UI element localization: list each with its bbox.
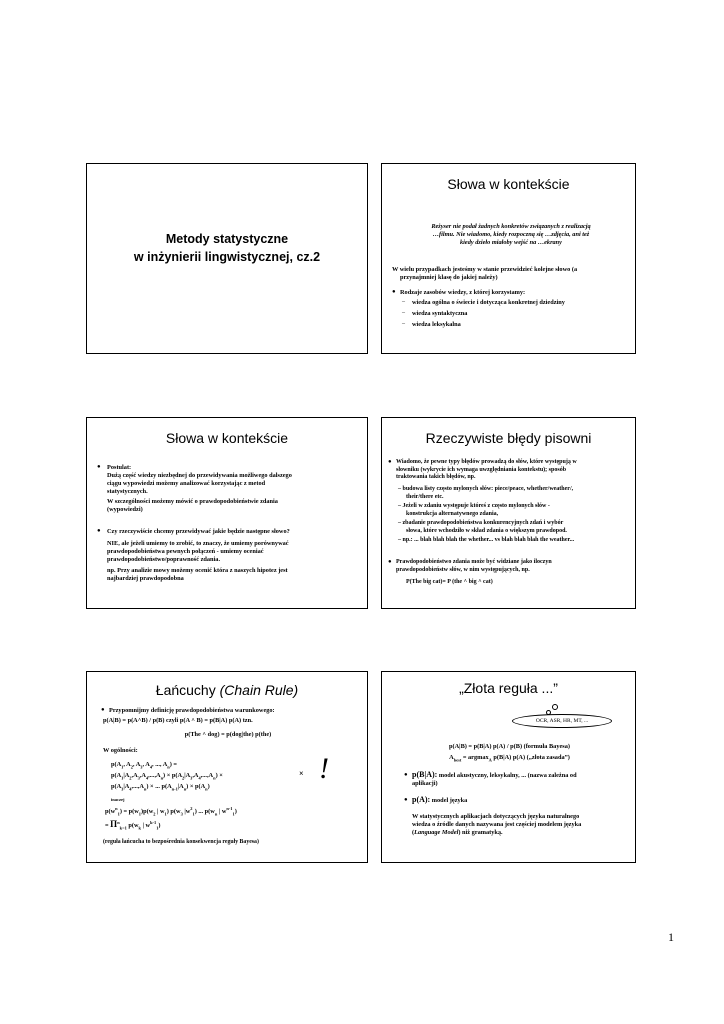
bullet-icon: ● bbox=[404, 797, 408, 803]
cloud-tail-icon bbox=[552, 704, 558, 710]
list-item: – np.: ... blah blah blah the whether... vs blah blah blah the weather... bbox=[398, 536, 575, 543]
title-line-1: Metody statystyczne bbox=[165, 232, 289, 246]
bayes-formula: p(A|B) = p(B|A) p(A) / p(B) (formuła Bayesa) bbox=[449, 743, 570, 750]
bullet-icon: ● bbox=[404, 772, 408, 778]
text-line: Wiadomo, że pewne typy błędów prowadzą do słów, które występują w bbox=[396, 459, 577, 465]
slide-1-title bbox=[87, 230, 367, 266]
bullet-icon: ● bbox=[392, 289, 396, 295]
bullet-block bbox=[396, 559, 634, 587]
title-italic: (Chain Rule) bbox=[219, 682, 299, 698]
formula-line: p(A|B) = p(A^B) / p(B) czyli p(A ^ B) = p(B|A) p(A) tzn. bbox=[103, 717, 253, 724]
slide-2 bbox=[381, 163, 636, 354]
text-line: Czy rzeczywiście chcemy przewidywać jakie będzie następne słowo? bbox=[107, 528, 290, 535]
text-line: their/there etc. bbox=[406, 493, 444, 500]
slide-2-title: Słowa w kontekście bbox=[447, 176, 570, 192]
dash-icon: – bbox=[402, 299, 405, 305]
text-line: aplikacji) bbox=[412, 780, 438, 787]
text-line: statystycznych. bbox=[107, 488, 148, 495]
title-line-2: w inżynierii lingwistycznej, cz.2 bbox=[133, 250, 321, 264]
formula-line: $p(A_1$, $A_2$, $A_3$, $A_4$, ..., $A_n$) = bbox=[111, 761, 177, 770]
paragraph bbox=[412, 813, 634, 837]
text-line: najbardziej prawdopodobna bbox=[107, 575, 184, 582]
text-line: Prawdopodobieństwo zdania może być widziane jako iloczyn bbox=[396, 559, 552, 565]
bullet-text: Przypomnijmy definicję prawdopodobieństwa warunkowego: bbox=[109, 707, 275, 714]
slide-3-title: Słowa w kontekście bbox=[165, 430, 289, 446]
formula-line: $p(A_1|A_2,A_3,A_4,...,A_n) \times p(A_2|A_3,A_4,...,A_n)$ × bbox=[111, 772, 223, 781]
text-line: prawdopodobieństwa pewnych połączeń - umiemy oceniać bbox=[107, 548, 264, 555]
text-line: konstrukcja alternatywnego zdania, bbox=[406, 510, 499, 517]
text-line: prawdopodobieństwo/poprawność zdania. bbox=[107, 556, 221, 563]
bullet-block bbox=[396, 459, 634, 482]
text-line: W szczególności możemy mówić o prawdopodobieństwie zdania bbox=[107, 498, 278, 505]
text-line: prawdopodobieństw słów, w nim występujących, np. bbox=[396, 566, 530, 573]
formula-line: p(The ^ dog) = p(dog|the) p(the) bbox=[184, 731, 272, 738]
text-line: np. Przy analizie mowy możemy ocenić która z naszych hipotez jest bbox=[107, 567, 288, 574]
text-line: ciągu wypowiedzi możemy analizować korzystając z metod bbox=[107, 480, 266, 487]
text-line: np.: ... blah blah blah the whether... vs blah blah blah the weather... bbox=[402, 536, 575, 543]
text-line: przynajmniej klasę do jakiej należy) bbox=[400, 274, 498, 281]
title-plain: Łańcuchy bbox=[155, 682, 220, 698]
quote-line: kiedy dzieło miałoby wejść na …ekrany bbox=[460, 239, 562, 246]
page-number: 1 bbox=[668, 930, 674, 944]
paragraph bbox=[392, 266, 632, 282]
bullet-block bbox=[107, 528, 362, 583]
bullet-icon: ● bbox=[97, 464, 101, 470]
product-formula bbox=[105, 806, 237, 832]
text-line: (wypowiedzi) bbox=[107, 506, 143, 513]
text-fragment: ( bbox=[412, 829, 415, 836]
slide-5 bbox=[86, 671, 368, 863]
bullet-icon: ● bbox=[97, 528, 101, 534]
pa-item bbox=[412, 796, 467, 805]
text-line: Postulat: bbox=[107, 464, 132, 471]
dash-icon: – bbox=[402, 310, 405, 316]
text-fragment: ) niż gramatyką. bbox=[458, 829, 503, 836]
bullet-icon: ● bbox=[101, 707, 105, 713]
text-fragment: Language Model bbox=[414, 829, 459, 836]
sub-item: wiedza leksykalna bbox=[412, 321, 461, 328]
text-line: W statystycznych aplikacjach dotyczących języka naturalnego bbox=[412, 813, 580, 820]
exclamation-mark: ! bbox=[319, 752, 329, 785]
callout-cloud: OCR, ASR, HR, MT, ... bbox=[512, 714, 612, 728]
slide-3 bbox=[86, 417, 368, 609]
text-line bbox=[412, 771, 632, 780]
list-item: – budowa listy często mylonych słów: piece/peace, whether/weather/, bbox=[398, 486, 574, 492]
text-line: budowa listy często mylonych słów: piece/peace, whether/weather/, bbox=[402, 486, 574, 492]
rule-name: („złota zasada”) bbox=[526, 754, 570, 761]
slide-5-title bbox=[87, 682, 367, 698]
slide-6-title: „Złota reguła ...” bbox=[459, 680, 558, 696]
quote-line: Reżyser nie podał żadnych konkretów związanych z realizacją bbox=[431, 223, 591, 230]
text-line: NIE, ale jeżeli umiemy to zrobić, to znaczy, że umiemy porównywać bbox=[107, 540, 289, 547]
pba-text: model akustyczny, leksykalny, ... (nazwa zależna od bbox=[437, 772, 577, 779]
dash-list bbox=[398, 486, 634, 544]
text-line: zbadanie prawdopodobieństwa konkurencyjnych zdań i wybór bbox=[402, 520, 564, 527]
slide-1 bbox=[86, 163, 368, 354]
quote bbox=[392, 223, 630, 247]
text-line: wiedza o źródle danych nazywana jest częściej modelem języka bbox=[412, 821, 582, 828]
text-line: słowa, które wchodziło w skład zdania o większym prawdopod. bbox=[406, 527, 567, 534]
text-line bbox=[412, 829, 634, 837]
sub-item: wiedza ogólna o świecie i dotycząca konkretnej dziedziny bbox=[412, 299, 565, 306]
list-item: – zbadanie prawdopodobieństwa konkurencyjnych zdań i wybór bbox=[398, 520, 564, 527]
pba-label: p(B|A): bbox=[412, 770, 438, 779]
sub-item: wiedza syntaktyczna bbox=[412, 310, 468, 317]
text-line: Dużą część wiedzy niezbędnej do przewidywania możliwego dalszego bbox=[107, 472, 292, 479]
pba-item bbox=[412, 771, 632, 788]
golden-rule-formula: $A_{best} = argmax_A$ p(B|A) p(A) („złota zasada”) bbox=[449, 754, 570, 763]
list-item: – Jeżeli w zdaniu występuje któreś z często mylonych słów - bbox=[398, 503, 550, 510]
note: (reguła łańcucha to bezpośrednia konsekwencja reguły Bayesa) bbox=[103, 839, 259, 845]
formula-line: $p(A_3|A_4,...,A_n)$ × ... $p(A_{n-1}|A_n) \times p(A_n)$ bbox=[111, 783, 210, 792]
formula: P(The big cat)= P (the ^ big ^ cat) bbox=[406, 579, 493, 586]
bullet-icon: ● bbox=[388, 459, 392, 465]
slide-4-title: Rzeczywiste błędy pisowni bbox=[425, 430, 592, 446]
times-symbol: × bbox=[299, 769, 304, 778]
text-line: Jeżeli w zdaniu występuje któreś z często mylonych słów - bbox=[402, 503, 550, 510]
bullet-text: Rodzaje zasobów wiedzy, z której korzystamy: bbox=[400, 289, 526, 296]
chain-formula bbox=[111, 759, 223, 792]
inaczej-label: inaczej bbox=[111, 797, 125, 802]
text-line: traktowania takich błędów, np. bbox=[396, 474, 476, 481]
general-label: W ogólności: bbox=[103, 747, 138, 754]
text-line: słowniku (wykrycie ich wymaga uwzględniania kontekstu); sposób bbox=[396, 466, 567, 473]
formula-line: $p(w^n_1) = p(w_1)p(w_2$ | $w_1$) $p(w_3$ $|w^2_1$) ... $p(w_n$ | $w^{n-1}_1$) bbox=[105, 805, 237, 817]
pa-text: model języka bbox=[430, 797, 468, 804]
slide-6 bbox=[381, 671, 636, 863]
dash-icon: – bbox=[402, 321, 405, 327]
quote-line: …filmu. Nie wiadomo, kiedy rozpoczną się …zdjęcia, ani też bbox=[432, 231, 590, 238]
pa-label: p(A): bbox=[412, 795, 431, 804]
slide-4 bbox=[381, 417, 636, 609]
bullet-block bbox=[107, 464, 362, 514]
bullet-icon: ● bbox=[388, 559, 392, 565]
formula-line: = $\Pi^n_{k=1}$ $p(w_k$ | $w^{k-1}_1$) bbox=[105, 819, 161, 831]
text-line: W wielu przypadkach jesteśmy w stanie przewidzieć kolejne słowo (a bbox=[392, 266, 578, 273]
